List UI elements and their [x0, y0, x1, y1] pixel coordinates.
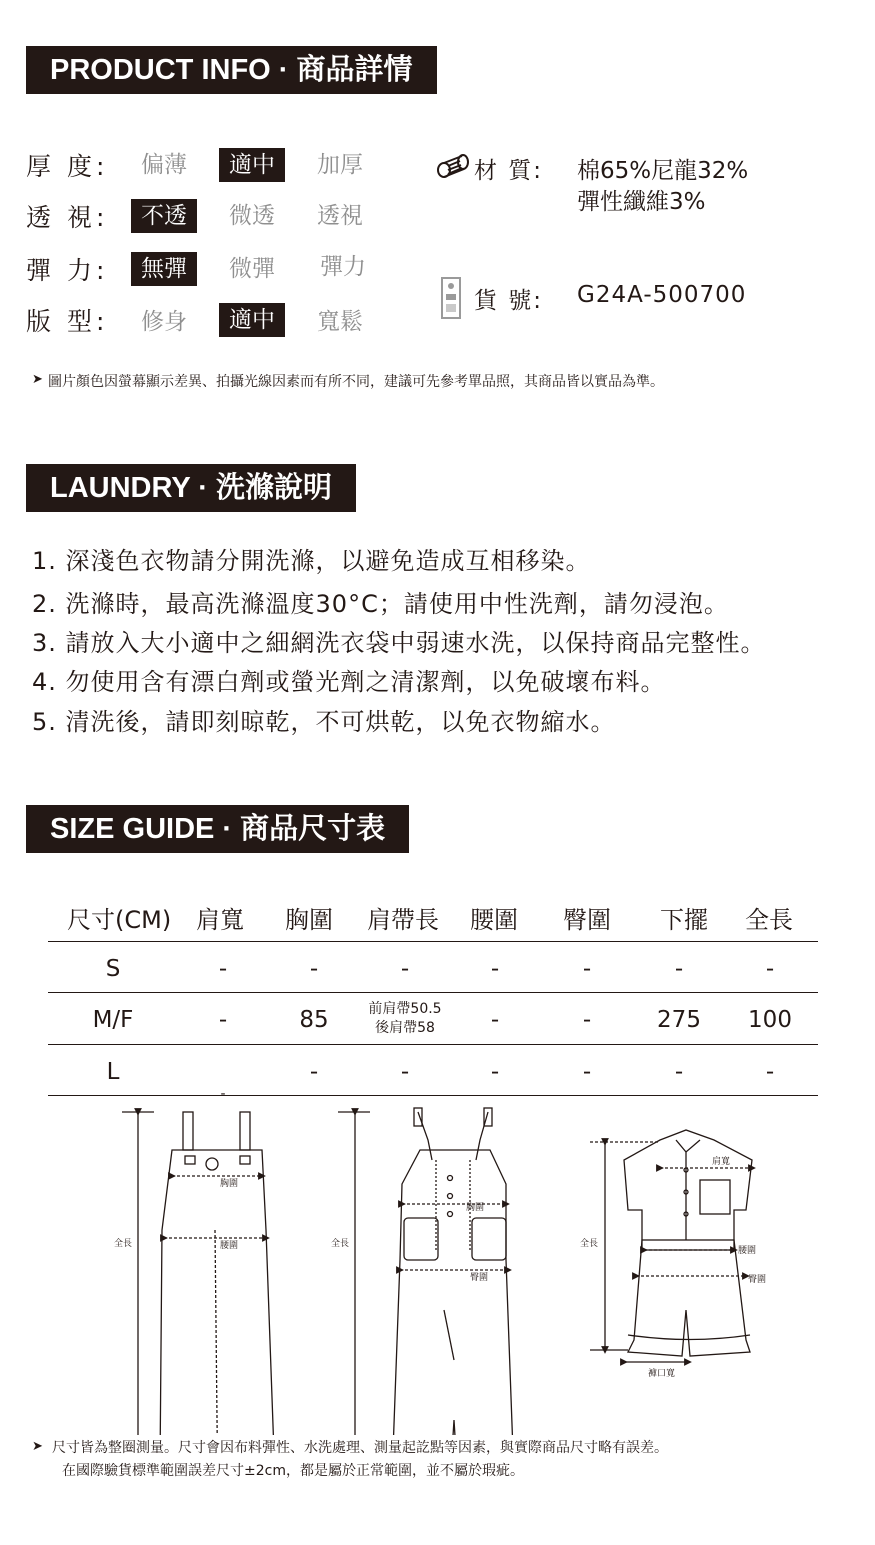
size-cell: -	[674, 956, 684, 982]
laundry-item: 2. 洗滌時，最高洗滌溫度30°C；請使用中性洗劑，請勿浸泡。	[32, 590, 729, 618]
size-cell: -	[490, 1007, 500, 1033]
attr-label: 厚 度:	[26, 152, 109, 181]
size-cell: -	[218, 1007, 228, 1033]
attr-option: 加厚	[317, 152, 363, 178]
size-cell: -	[765, 956, 775, 982]
overall-bib-drawing	[384, 1108, 522, 1435]
material-line-2: 彈性纖維3%	[577, 189, 706, 215]
table-divider	[48, 992, 818, 993]
size-cell: 100	[748, 1007, 792, 1033]
table-divider	[48, 1044, 818, 1045]
attr-option: 修身	[141, 309, 187, 335]
table-divider	[48, 941, 818, 942]
attr-label: 版 型:	[26, 307, 109, 336]
laundry-item: 3. 請放入大小適中之細網洗衣袋中弱速水洗，以保持商品完整性。	[32, 629, 766, 657]
size-guide-title: SIZE GUIDE · 商品尺寸表	[26, 805, 409, 853]
attr-option-selected: 適中	[219, 148, 285, 182]
attr-option: 微透	[229, 203, 275, 229]
size-cell: -	[309, 956, 319, 982]
size-cell: L	[106, 1059, 120, 1085]
size-header: 下擺	[660, 906, 708, 934]
attr-option-selected: 適中	[219, 303, 285, 337]
diagram-label-chest: 胸圍	[466, 1203, 485, 1213]
size-cell: -	[218, 956, 228, 982]
diagram-label-waist: 腰圍	[220, 1241, 239, 1251]
strap-length-line: 後肩帶58	[375, 1020, 435, 1036]
tag-icon	[440, 276, 464, 320]
diagram-label-full-length: 全長	[580, 1239, 599, 1249]
material-line-1: 棉65%尼龍32%	[577, 158, 749, 184]
diagram-label-waist: 腰圍	[738, 1246, 757, 1256]
table-divider	[48, 1095, 818, 1096]
code-value: G24A-500700	[577, 282, 747, 308]
diagram-label-shoulder: 肩寬	[712, 1157, 731, 1167]
size-cell: -	[765, 1059, 775, 1085]
size-note-line-1: 尺寸皆為整圈測量。尺寸會因布料彈性、水洗處理、測量起訖點等因素，與實際商品尺寸略有誤差。	[52, 1440, 668, 1456]
strap-length-cell	[345, 1000, 465, 1038]
size-cell: -	[582, 956, 592, 982]
size-cell: -	[582, 1059, 592, 1085]
diagram-label-chest: 胸圍	[220, 1179, 239, 1189]
laundry-item: 4. 勿使用含有漂白劑或螢光劑之清潔劑，以免破壞布料。	[32, 668, 666, 696]
size-cell: -	[490, 1059, 500, 1085]
size-header: 肩帶長	[367, 906, 439, 934]
attr-option: 微彈	[229, 256, 275, 282]
diagram-label-leg-opening: 褲口寬	[648, 1369, 676, 1379]
attr-option-selected: 無彈	[131, 252, 197, 286]
diagram-label-full-length: 全長	[331, 1239, 350, 1249]
size-header: 全長	[745, 906, 793, 934]
attr-label: 透 視:	[26, 203, 109, 232]
attr-row-fit	[26, 303, 141, 337]
size-header: 臀圍	[563, 906, 611, 934]
size-header: 尺寸(CM)	[67, 906, 172, 934]
strap-length-line: 前肩帶50.5	[368, 1001, 442, 1017]
size-cell: -	[220, 1086, 226, 1102]
size-cell: 85	[299, 1007, 329, 1033]
photo-color-note: 圖片顏色因螢幕顯示差異、拍攝光線因素而有所不同，建議可先參考單品照，其商品皆以實品為準。	[48, 374, 664, 390]
laundry-item: 1. 深淺色衣物請分開洗滌，以避免造成互相移染。	[32, 547, 591, 575]
attr-option: 彈力	[320, 254, 366, 280]
size-cell: M/F	[92, 1007, 134, 1033]
wide-leg-overall-drawing	[158, 1112, 283, 1435]
size-cell: -	[582, 1007, 592, 1033]
size-cell: 275	[657, 1007, 701, 1033]
attr-option: 寬鬆	[317, 309, 363, 335]
size-cell: -	[400, 1059, 410, 1085]
size-cell: S	[105, 956, 121, 982]
size-cell: -	[309, 1059, 319, 1085]
size-cell: -	[400, 956, 410, 982]
attr-option-selected: 不透	[131, 199, 197, 233]
note-arrow-icon: ➤	[32, 372, 43, 387]
attr-row-transparency	[26, 199, 141, 233]
diagram-label-hip: 臀圍	[748, 1275, 767, 1285]
diagram-label-full-length: 全長	[114, 1239, 133, 1249]
attr-option: 透視	[317, 203, 363, 229]
laundry-title: LAUNDRY · 洗滌說明	[26, 464, 356, 512]
short-romper-drawing	[624, 1130, 752, 1356]
size-header: 腰圍	[470, 906, 518, 934]
size-cell: -	[674, 1059, 684, 1085]
size-header: 肩寬	[196, 906, 244, 934]
size-cell: -	[490, 956, 500, 982]
attr-row-elasticity	[26, 252, 141, 286]
size-note-line-2: 在國際驗貨標準範圍誤差尺寸±2cm，都是屬於正常範圍，並不屬於瑕疵。	[62, 1463, 524, 1479]
material-label: 材 質:	[474, 158, 544, 184]
code-label: 貨 號:	[474, 288, 544, 314]
thread-spool-icon	[434, 151, 474, 181]
size-header: 胸圍	[285, 906, 333, 934]
note-arrow-icon: ➤	[32, 1439, 43, 1454]
diagram-label-hip: 臀圍	[470, 1273, 489, 1283]
attr-row-thickness	[26, 148, 141, 182]
product-info-title: PRODUCT INFO · 商品詳情	[26, 46, 437, 94]
laundry-item: 5. 清洗後，請即刻晾乾，不可烘乾，以免衣物縮水。	[32, 708, 616, 736]
garment-diagrams	[0, 1100, 875, 1435]
attr-label: 彈 力:	[26, 256, 109, 285]
attr-option: 偏薄	[141, 152, 187, 178]
